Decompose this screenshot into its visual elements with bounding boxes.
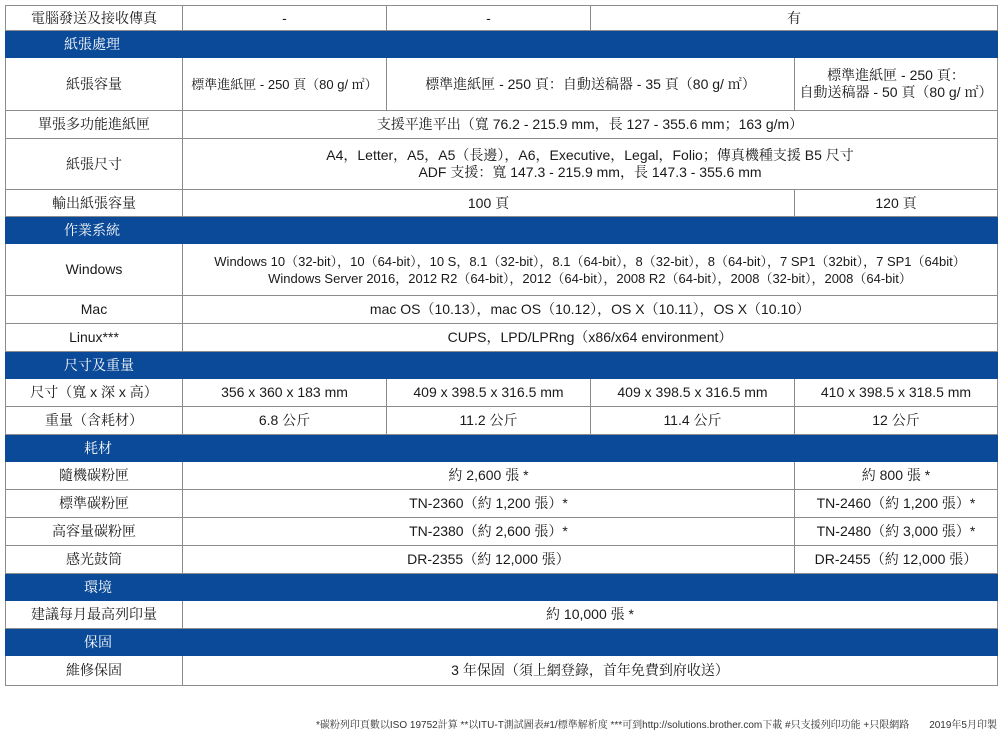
- cell: [795, 58, 998, 111]
- monthly-volume-row: [6, 601, 998, 629]
- section-title: 紙張處理: [6, 31, 998, 58]
- row-label: Mac: [6, 296, 183, 324]
- footnote: *碳粉列印頁數以ISO 19752計算 **以ITU-T測試圖表#1/標準解析度 ***可到http://solutions.brother.com下載 #只支援列印功能 +只限網路 2019年5月印製: [316, 720, 997, 731]
- linux-row: [6, 324, 998, 352]
- cell: -: [387, 6, 591, 31]
- section-header-os: [6, 217, 998, 244]
- output-capacity-row: [6, 190, 998, 217]
- high-capacity-toner-row: [6, 518, 998, 546]
- cell: 約 800 張 *: [795, 462, 998, 490]
- cell: 有: [591, 6, 998, 31]
- cell: 11.4 公斤: [591, 407, 795, 435]
- row-label: Windows: [6, 244, 183, 296]
- cell: 409 x 398.5 x 316.5 mm: [387, 379, 591, 407]
- cell: mac OS（10.13），mac OS（10.12），OS X（10.11），OS X（10.10）: [183, 296, 998, 324]
- cell: TN-2360（約 1,200 張）*: [183, 490, 795, 518]
- cell-line: ADF 支援：寬 147.3 - 215.9 mm，長 147.3 - 355.6 mm: [418, 164, 762, 180]
- row-label: 重量（含耗材）: [6, 407, 183, 435]
- cell: 標準進紙匣 - 250 頁：自動送稿器 - 35 頁（80 g/ ㎡）: [387, 58, 795, 111]
- section-title: 尺寸及重量: [6, 352, 998, 379]
- cell-line: 標準進紙匣 - 250 頁：: [827, 67, 965, 83]
- cell: 409 x 398.5 x 316.5 mm: [591, 379, 795, 407]
- section-header-warranty: [6, 629, 998, 656]
- cell-line: A4，Letter，A5，A5（長邊），A6，Executive，Legal，Folio；傳真機種支援 B5 尺寸: [326, 147, 854, 163]
- row-label: 高容量碳粉匣: [6, 518, 183, 546]
- mac-row: [6, 296, 998, 324]
- warranty-row: [6, 656, 998, 686]
- cell: 約 10,000 張 *: [183, 601, 998, 629]
- row-label: 輸出紙張容量: [6, 190, 183, 217]
- cell: DR-2355（約 12,000 張）: [183, 546, 795, 574]
- row-label: 隨機碳粉匣: [6, 462, 183, 490]
- cell: CUPS，LPD/LPRng（x86/x64 environment）: [183, 324, 998, 352]
- row-label: 紙張容量: [6, 58, 183, 111]
- cell-line: Windows Server 2016，2012 R2（64-bit），2012（64-bit），2008 R2（64-bit），2008（32-bit），2008（64-bit）: [268, 270, 912, 286]
- standard-toner-row: [6, 490, 998, 518]
- row-label: 單張多功能進紙匣: [6, 111, 183, 139]
- cell: 支援平進平出（寬 76.2 - 215.9 mm，長 127 - 355.6 mm；163 g/m）: [183, 111, 998, 139]
- row-label: 電腦發送及接收傳真: [6, 6, 183, 31]
- cell-line: 自動送稿器 - 50 頁（80 g/ ㎡）: [799, 84, 993, 100]
- row-label: 感光鼓筒: [6, 546, 183, 574]
- drum-row: [6, 546, 998, 574]
- cell: 12 公斤: [795, 407, 998, 435]
- cell: 356 x 360 x 183 mm: [183, 379, 387, 407]
- cell: 3 年保固（須上網登錄，首年免費到府收送）: [183, 656, 998, 686]
- cell: [183, 139, 998, 190]
- single-feed-row: [6, 111, 998, 139]
- section-title: 耗材: [6, 435, 998, 462]
- spec-table: [5, 5, 998, 686]
- row-label: Linux***: [6, 324, 183, 352]
- cell: 標準進紙匣 - 250 頁（80 g/ ㎡）: [183, 58, 387, 111]
- fax-pc-row: [6, 6, 998, 31]
- cell: 6.8 公斤: [183, 407, 387, 435]
- weight-row: [6, 407, 998, 435]
- section-header-dimensions: [6, 352, 998, 379]
- row-label: 尺寸（寬 x 深 x 高）: [6, 379, 183, 407]
- cell: TN-2460（約 1,200 張）*: [795, 490, 998, 518]
- paper-capacity-row: [6, 58, 998, 111]
- row-label: 標準碳粉匣: [6, 490, 183, 518]
- paper-size-row: [6, 139, 998, 190]
- cell: [183, 244, 998, 296]
- section-title: 保固: [6, 629, 998, 656]
- windows-row: [6, 244, 998, 296]
- bundled-toner-row: [6, 462, 998, 490]
- cell: -: [183, 6, 387, 31]
- dimensions-row: [6, 379, 998, 407]
- cell: TN-2380（約 2,600 張）*: [183, 518, 795, 546]
- cell: 約 2,600 張 *: [183, 462, 795, 490]
- section-title: 環境: [6, 574, 998, 601]
- row-label: 建議每月最高列印量: [6, 601, 183, 629]
- section-title: 作業系統: [6, 217, 998, 244]
- row-label: 維修保固: [6, 656, 183, 686]
- section-header-environment: [6, 574, 998, 601]
- cell: 100 頁: [183, 190, 795, 217]
- cell-line: Windows 10（32-bit），10（64-bit），10 S，8.1（32-bit），8.1（64-bit），8（32-bit），8（64-bit），7 SP1（32bit），7 SP1（64bit）: [214, 253, 966, 269]
- cell: 120 頁: [795, 190, 998, 217]
- section-header-supplies: [6, 435, 998, 462]
- cell: TN-2480（約 3,000 張）*: [795, 518, 998, 546]
- cell: 410 x 398.5 x 318.5 mm: [795, 379, 998, 407]
- cell: DR-2455（約 12,000 張）: [795, 546, 998, 574]
- cell: 11.2 公斤: [387, 407, 591, 435]
- row-label: 紙張尺寸: [6, 139, 183, 190]
- section-header-paper: [6, 31, 998, 58]
